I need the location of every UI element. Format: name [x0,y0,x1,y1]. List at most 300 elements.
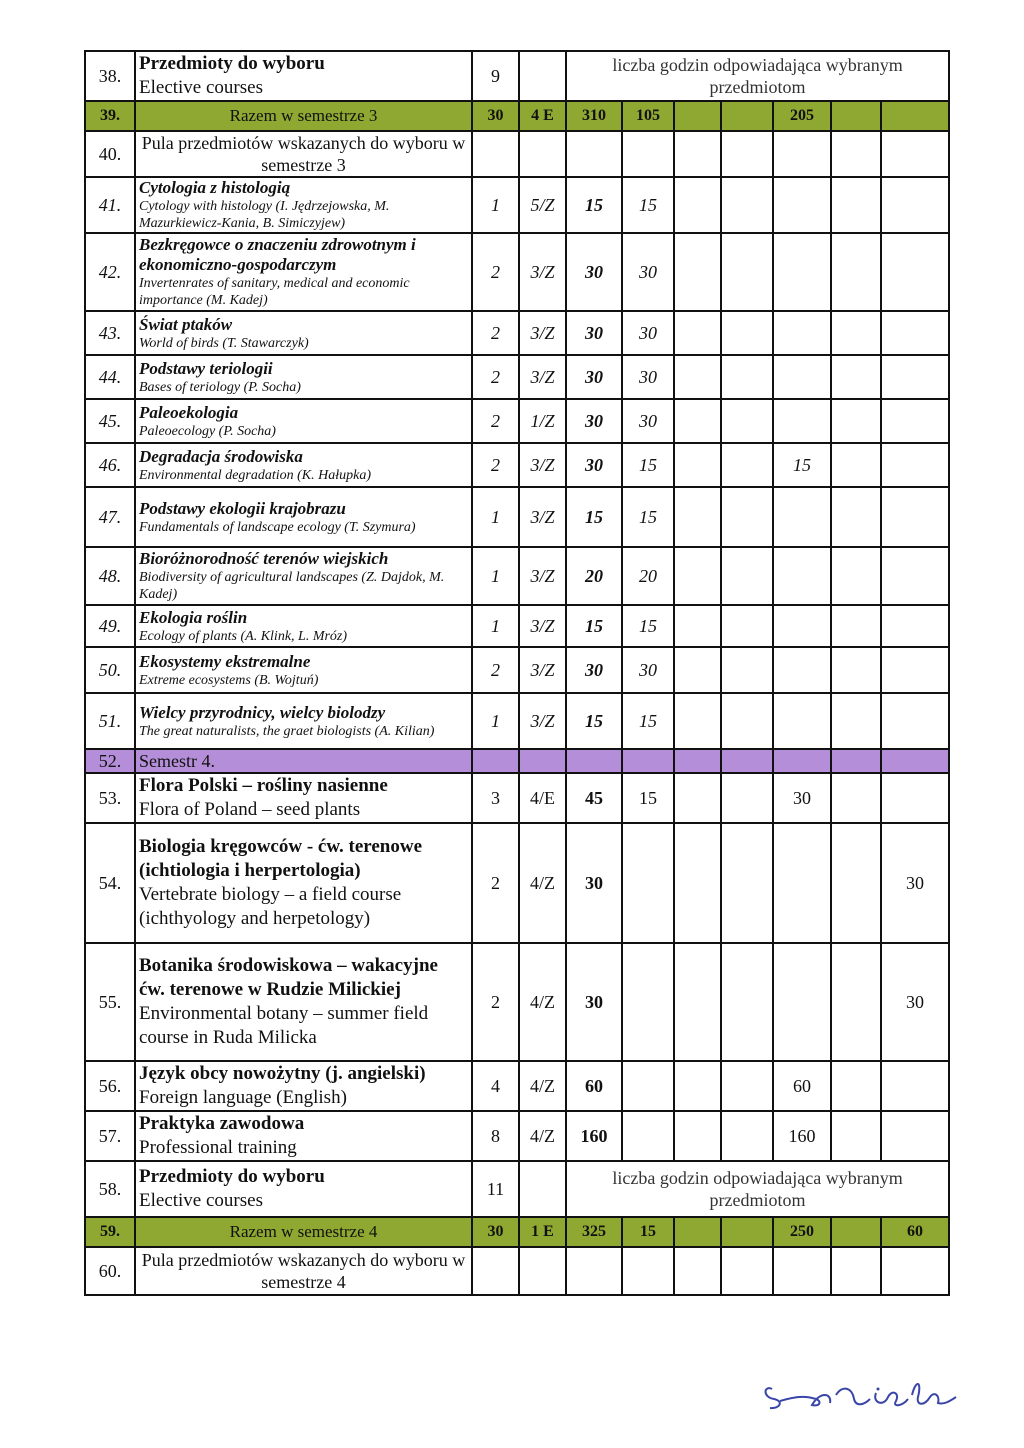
value-cell [674,233,721,311]
course-subtitle: Paleoecology (P. Socha) [139,423,276,439]
row-label: Pula przedmiotów wskazanych do wyboru w semestrze 3 [135,131,472,177]
table-row [85,443,949,487]
empty-cell [622,749,674,773]
value-cell [881,443,949,487]
course-title: Praktyka zawodowa [139,1113,305,1134]
course-cell [135,443,472,487]
value-cell [831,1061,881,1111]
row-label: Razem w semestrze 3 [135,101,472,131]
value-cell [674,355,721,399]
table-row [85,101,949,131]
empty-cell [674,131,721,177]
course-subtitle: Cytology with histology (I. Jędrzejowska, M. Mazurkiewicz-Kania, B. Simiczyjew) [139,199,390,231]
value-cell [881,773,949,823]
value-cell: 8 [472,1111,519,1161]
ects-cell: 9 [472,51,519,101]
value-cell: 3/Z [519,693,566,749]
row-label: Semestr 4. [135,749,472,773]
value-cell: 4 [472,1061,519,1111]
value-cell [773,355,831,399]
empty-cell [472,749,519,773]
empty-cell [472,131,519,177]
course-subtitle: Elective courses [139,77,263,98]
value-cell: 3/Z [519,233,566,311]
value-cell [721,693,773,749]
value-cell [881,177,949,233]
table-row [85,1111,949,1161]
value-cell: 30 [566,823,622,943]
row-number: 40. [85,131,135,177]
value-cell: 30 [566,399,622,443]
value-cell: 15 [566,693,622,749]
table-row [85,177,949,233]
value-cell [831,177,881,233]
value-cell [674,693,721,749]
value-cell: 3 [472,773,519,823]
row-number: 60. [85,1247,135,1295]
course-subtitle: Vertebrate biology – a field course (ichthyology and herpetology) [139,884,402,929]
row-number: 58. [85,1161,135,1217]
value-cell [721,1217,773,1247]
value-cell: 2 [472,823,519,943]
empty-cell [881,131,949,177]
value-cell: 3/Z [519,311,566,355]
value-cell [773,647,831,693]
row-number: 47. [85,487,135,547]
value-cell [721,943,773,1061]
row-label: Pula przedmiotów wskazanych do wyboru w semestrze 4 [135,1247,472,1295]
value-cell: 30 [881,943,949,1061]
empty-cell [881,749,949,773]
value-cell [831,443,881,487]
empty-cell [519,1247,566,1295]
row-number: 49. [85,605,135,647]
course-cell [135,823,472,943]
empty-cell [622,131,674,177]
ects-cell: 11 [472,1161,519,1217]
course-subtitle: Extreme ecosystems (B. Wojtuń) [139,672,319,688]
value-cell: 30 [773,773,831,823]
value-cell [721,773,773,823]
value-cell [773,177,831,233]
course-title: Cytologia z histologią [139,178,291,197]
value-cell [721,177,773,233]
value-cell [674,1061,721,1111]
table-row [85,647,949,693]
value-cell [831,311,881,355]
table-row [85,233,949,311]
course-title: Flora Polski – rośliny nasienne [139,775,388,796]
empty-cell [881,1247,949,1295]
value-cell: 15 [622,1217,674,1247]
value-cell: 4/Z [519,823,566,943]
value-cell: 30 [566,943,622,1061]
value-cell: 3/Z [519,443,566,487]
value-cell [674,311,721,355]
row-number: 59. [85,1217,135,1247]
course-title: Biologia kręgowców - ćw. terenowe (ichtiologia i herpertologia) [139,836,423,881]
value-cell: 3/Z [519,547,566,605]
empty-cell [721,1247,773,1295]
value-cell [721,311,773,355]
value-cell [881,1061,949,1111]
value-cell [773,823,831,943]
value-cell [622,823,674,943]
value-cell [674,605,721,647]
course-cell [135,1061,472,1111]
value-cell: 30 [566,355,622,399]
value-cell: 30 [622,233,674,311]
value-cell [773,943,831,1061]
value-cell [881,233,949,311]
hours-note: liczba godzin odpowiadająca wybranym przedmiotom [566,1161,949,1217]
table-row [85,1247,949,1295]
value-cell: 4/Z [519,943,566,1061]
table-row [85,487,949,547]
value-cell: 4/Z [519,1061,566,1111]
course-title: Bezkręgowce o znaczeniu zdrowotnym i ekonomiczno-gospodarczym [139,235,416,274]
empty-cell [566,131,622,177]
value-cell: 20 [566,547,622,605]
table-row [85,547,949,605]
course-cell [135,647,472,693]
value-cell [721,487,773,547]
value-cell: 1/Z [519,399,566,443]
value-cell [831,1111,881,1161]
value-cell: 2 [472,943,519,1061]
signature-image [760,1375,960,1415]
value-cell: 15 [566,605,622,647]
table-row [85,311,949,355]
empty-cell [721,749,773,773]
table-row [85,399,949,443]
value-cell: 30 [622,647,674,693]
value-cell [674,1217,721,1247]
course-subtitle: Biodiversity of agricultural landscapes (Z. Dajdok, M. Kadej) [139,570,445,602]
value-cell: 1 [472,693,519,749]
value-cell [773,693,831,749]
value-cell [881,101,949,131]
value-cell: 3/Z [519,647,566,693]
value-cell: 4 E [519,101,566,131]
value-cell: 3/Z [519,487,566,547]
course-title: Degradacja środowiska [139,446,303,466]
value-cell: 310 [566,101,622,131]
course-subtitle: Environmental botany – summer field course in Ruda Milicka [139,1003,429,1048]
empty-cell [519,749,566,773]
course-title: Ekosystemy ekstremalne [139,651,311,671]
value-cell [721,443,773,487]
value-cell: 15 [622,693,674,749]
empty-cell [472,1247,519,1295]
value-cell: 15 [622,443,674,487]
value-cell [674,773,721,823]
course-cell [135,233,472,311]
course-cell [135,51,472,101]
course-title: Ekologia roślin [139,607,248,627]
value-cell: 2 [472,399,519,443]
course-title: Przedmioty do wyboru [139,53,325,74]
table-row [85,605,949,647]
empty-cell [674,749,721,773]
value-cell [831,355,881,399]
table-row [85,943,949,1061]
row-number: 42. [85,233,135,311]
value-cell: 60 [881,1217,949,1247]
table-row [85,749,949,773]
value-cell: 30 [566,233,622,311]
value-cell: 250 [773,1217,831,1247]
value-cell: 3/Z [519,355,566,399]
value-cell [881,547,949,605]
row-number: 39. [85,101,135,131]
empty-cell [519,51,566,101]
value-cell: 30 [566,647,622,693]
course-subtitle: Professional training [139,1137,297,1158]
table-row [85,1217,949,1247]
value-cell [831,605,881,647]
value-cell: 205 [773,101,831,131]
value-cell [773,547,831,605]
value-cell: 60 [773,1061,831,1111]
row-number: 50. [85,647,135,693]
value-cell: 3/Z [519,605,566,647]
value-cell [721,1111,773,1161]
row-label: Razem w semestrze 4 [135,1217,472,1247]
row-number: 55. [85,943,135,1061]
value-cell: 105 [622,101,674,131]
value-cell [773,311,831,355]
value-cell [674,647,721,693]
value-cell: 60 [566,1061,622,1111]
value-cell: 2 [472,443,519,487]
value-cell [622,943,674,1061]
row-number: 46. [85,443,135,487]
course-title: Przedmioty do wyboru [139,1166,325,1187]
value-cell [831,693,881,749]
empty-cell [566,1247,622,1295]
row-number: 41. [85,177,135,233]
value-cell: 4/E [519,773,566,823]
empty-cell [773,749,831,773]
empty-cell [622,1247,674,1295]
value-cell: 20 [622,547,674,605]
value-cell [622,1111,674,1161]
curriculum-table [84,50,950,1296]
value-cell [674,487,721,547]
value-cell [674,177,721,233]
course-cell [135,693,472,749]
row-number: 52. [85,749,135,773]
course-cell [135,177,472,233]
course-cell [135,773,472,823]
value-cell: 5/Z [519,177,566,233]
course-title: Wielcy przyrodnicy, wielcy biolodzy [139,702,386,722]
value-cell: 15 [773,443,831,487]
row-number: 51. [85,693,135,749]
value-cell [831,101,881,131]
value-cell: 2 [472,233,519,311]
empty-cell [831,131,881,177]
value-cell: 15 [566,177,622,233]
value-cell [773,487,831,547]
value-cell: 2 [472,355,519,399]
row-number: 56. [85,1061,135,1111]
row-number: 53. [85,773,135,823]
value-cell [721,355,773,399]
value-cell: 45 [566,773,622,823]
value-cell [674,823,721,943]
value-cell [674,399,721,443]
course-cell [135,1111,472,1161]
row-number: 54. [85,823,135,943]
table-row [85,131,949,177]
course-cell [135,355,472,399]
value-cell: 1 E [519,1217,566,1247]
course-subtitle: Ecology of plants (A. Klink, L. Mróz) [139,628,348,644]
empty-cell [831,749,881,773]
value-cell [773,399,831,443]
value-cell [721,1061,773,1111]
value-cell [721,101,773,131]
value-cell: 4/Z [519,1111,566,1161]
value-cell: 30 [622,311,674,355]
course-cell [135,487,472,547]
value-cell: 15 [566,487,622,547]
empty-cell [519,1161,566,1217]
value-cell: 30 [881,823,949,943]
value-cell [721,547,773,605]
value-cell [831,647,881,693]
value-cell [831,773,881,823]
value-cell: 15 [622,177,674,233]
value-cell [721,823,773,943]
row-number: 38. [85,51,135,101]
row-number: 44. [85,355,135,399]
value-cell [831,487,881,547]
course-subtitle: Bases of teriology (P. Socha) [139,379,301,395]
empty-cell [773,1247,831,1295]
course-cell [135,605,472,647]
course-title: Bioróżnorodność terenów wiejskich [139,549,389,568]
course-subtitle: Fundamentals of landscape ecology (T. Szymura) [139,519,416,535]
course-subtitle: Invertenrates of sanitary, medical and economic importance (M. Kadej) [139,276,410,308]
value-cell [881,487,949,547]
value-cell [881,311,949,355]
empty-cell [721,131,773,177]
value-cell [881,693,949,749]
course-subtitle: World of birds (T. Stawarczyk) [139,335,309,351]
value-cell: 15 [622,487,674,547]
value-cell: 2 [472,311,519,355]
value-cell: 30 [472,1217,519,1247]
table-row [85,823,949,943]
value-cell [831,399,881,443]
value-cell [674,101,721,131]
row-number: 48. [85,547,135,605]
value-cell [831,943,881,1061]
value-cell [721,399,773,443]
course-subtitle: Elective courses [139,1190,263,1211]
empty-cell [674,1247,721,1295]
value-cell: 30 [566,443,622,487]
course-subtitle: The great naturalists, the graet biologists (A. Kilian) [139,723,435,739]
value-cell: 1 [472,605,519,647]
value-cell [622,1061,674,1111]
table-row [85,773,949,823]
row-number: 45. [85,399,135,443]
table-row [85,693,949,749]
value-cell: 1 [472,487,519,547]
table-row [85,1161,949,1217]
value-cell [773,233,831,311]
empty-cell [566,749,622,773]
value-cell [831,1217,881,1247]
row-number: 57. [85,1111,135,1161]
value-cell: 30 [566,311,622,355]
empty-cell [831,1247,881,1295]
value-cell [881,605,949,647]
value-cell: 30 [622,399,674,443]
value-cell [831,823,881,943]
value-cell [721,647,773,693]
course-title: Podstawy ekologii krajobrazu [139,498,346,518]
value-cell: 325 [566,1217,622,1247]
course-subtitle: Flora of Poland – seed plants [139,799,361,820]
course-cell [135,1161,472,1217]
value-cell [674,547,721,605]
value-cell [881,1111,949,1161]
value-cell: 30 [472,101,519,131]
course-subtitle: Foreign language (English) [139,1087,347,1108]
value-cell [881,647,949,693]
value-cell: 160 [566,1111,622,1161]
course-title: Podstawy teriologii [139,358,273,378]
value-cell: 30 [622,355,674,399]
course-cell [135,547,472,605]
value-cell [831,547,881,605]
value-cell [773,605,831,647]
course-title: Świat ptaków [139,314,233,334]
course-cell [135,943,472,1061]
value-cell [721,233,773,311]
value-cell [674,443,721,487]
value-cell [721,605,773,647]
course-cell [135,399,472,443]
value-cell [674,943,721,1061]
course-cell [135,311,472,355]
value-cell: 2 [472,647,519,693]
table-row [85,355,949,399]
row-number: 43. [85,311,135,355]
empty-cell [773,131,831,177]
value-cell [881,399,949,443]
course-title: Paleoekologia [139,402,239,422]
value-cell: 15 [622,605,674,647]
table-row [85,1061,949,1111]
course-title: Botanika środowiskowa – wakacyjne ćw. terenowe w Rudzie Milickiej [139,955,438,1000]
value-cell: 15 [622,773,674,823]
value-cell [831,233,881,311]
course-title: Język obcy nowożytny (j. angielski) [139,1063,426,1084]
value-cell: 1 [472,547,519,605]
course-subtitle: Environmental degradation (K. Hałupka) [139,467,372,483]
value-cell [674,1111,721,1161]
empty-cell [519,131,566,177]
value-cell: 160 [773,1111,831,1161]
hours-note: liczba godzin odpowiadająca wybranym przedmiotom [566,51,949,101]
value-cell: 1 [472,177,519,233]
